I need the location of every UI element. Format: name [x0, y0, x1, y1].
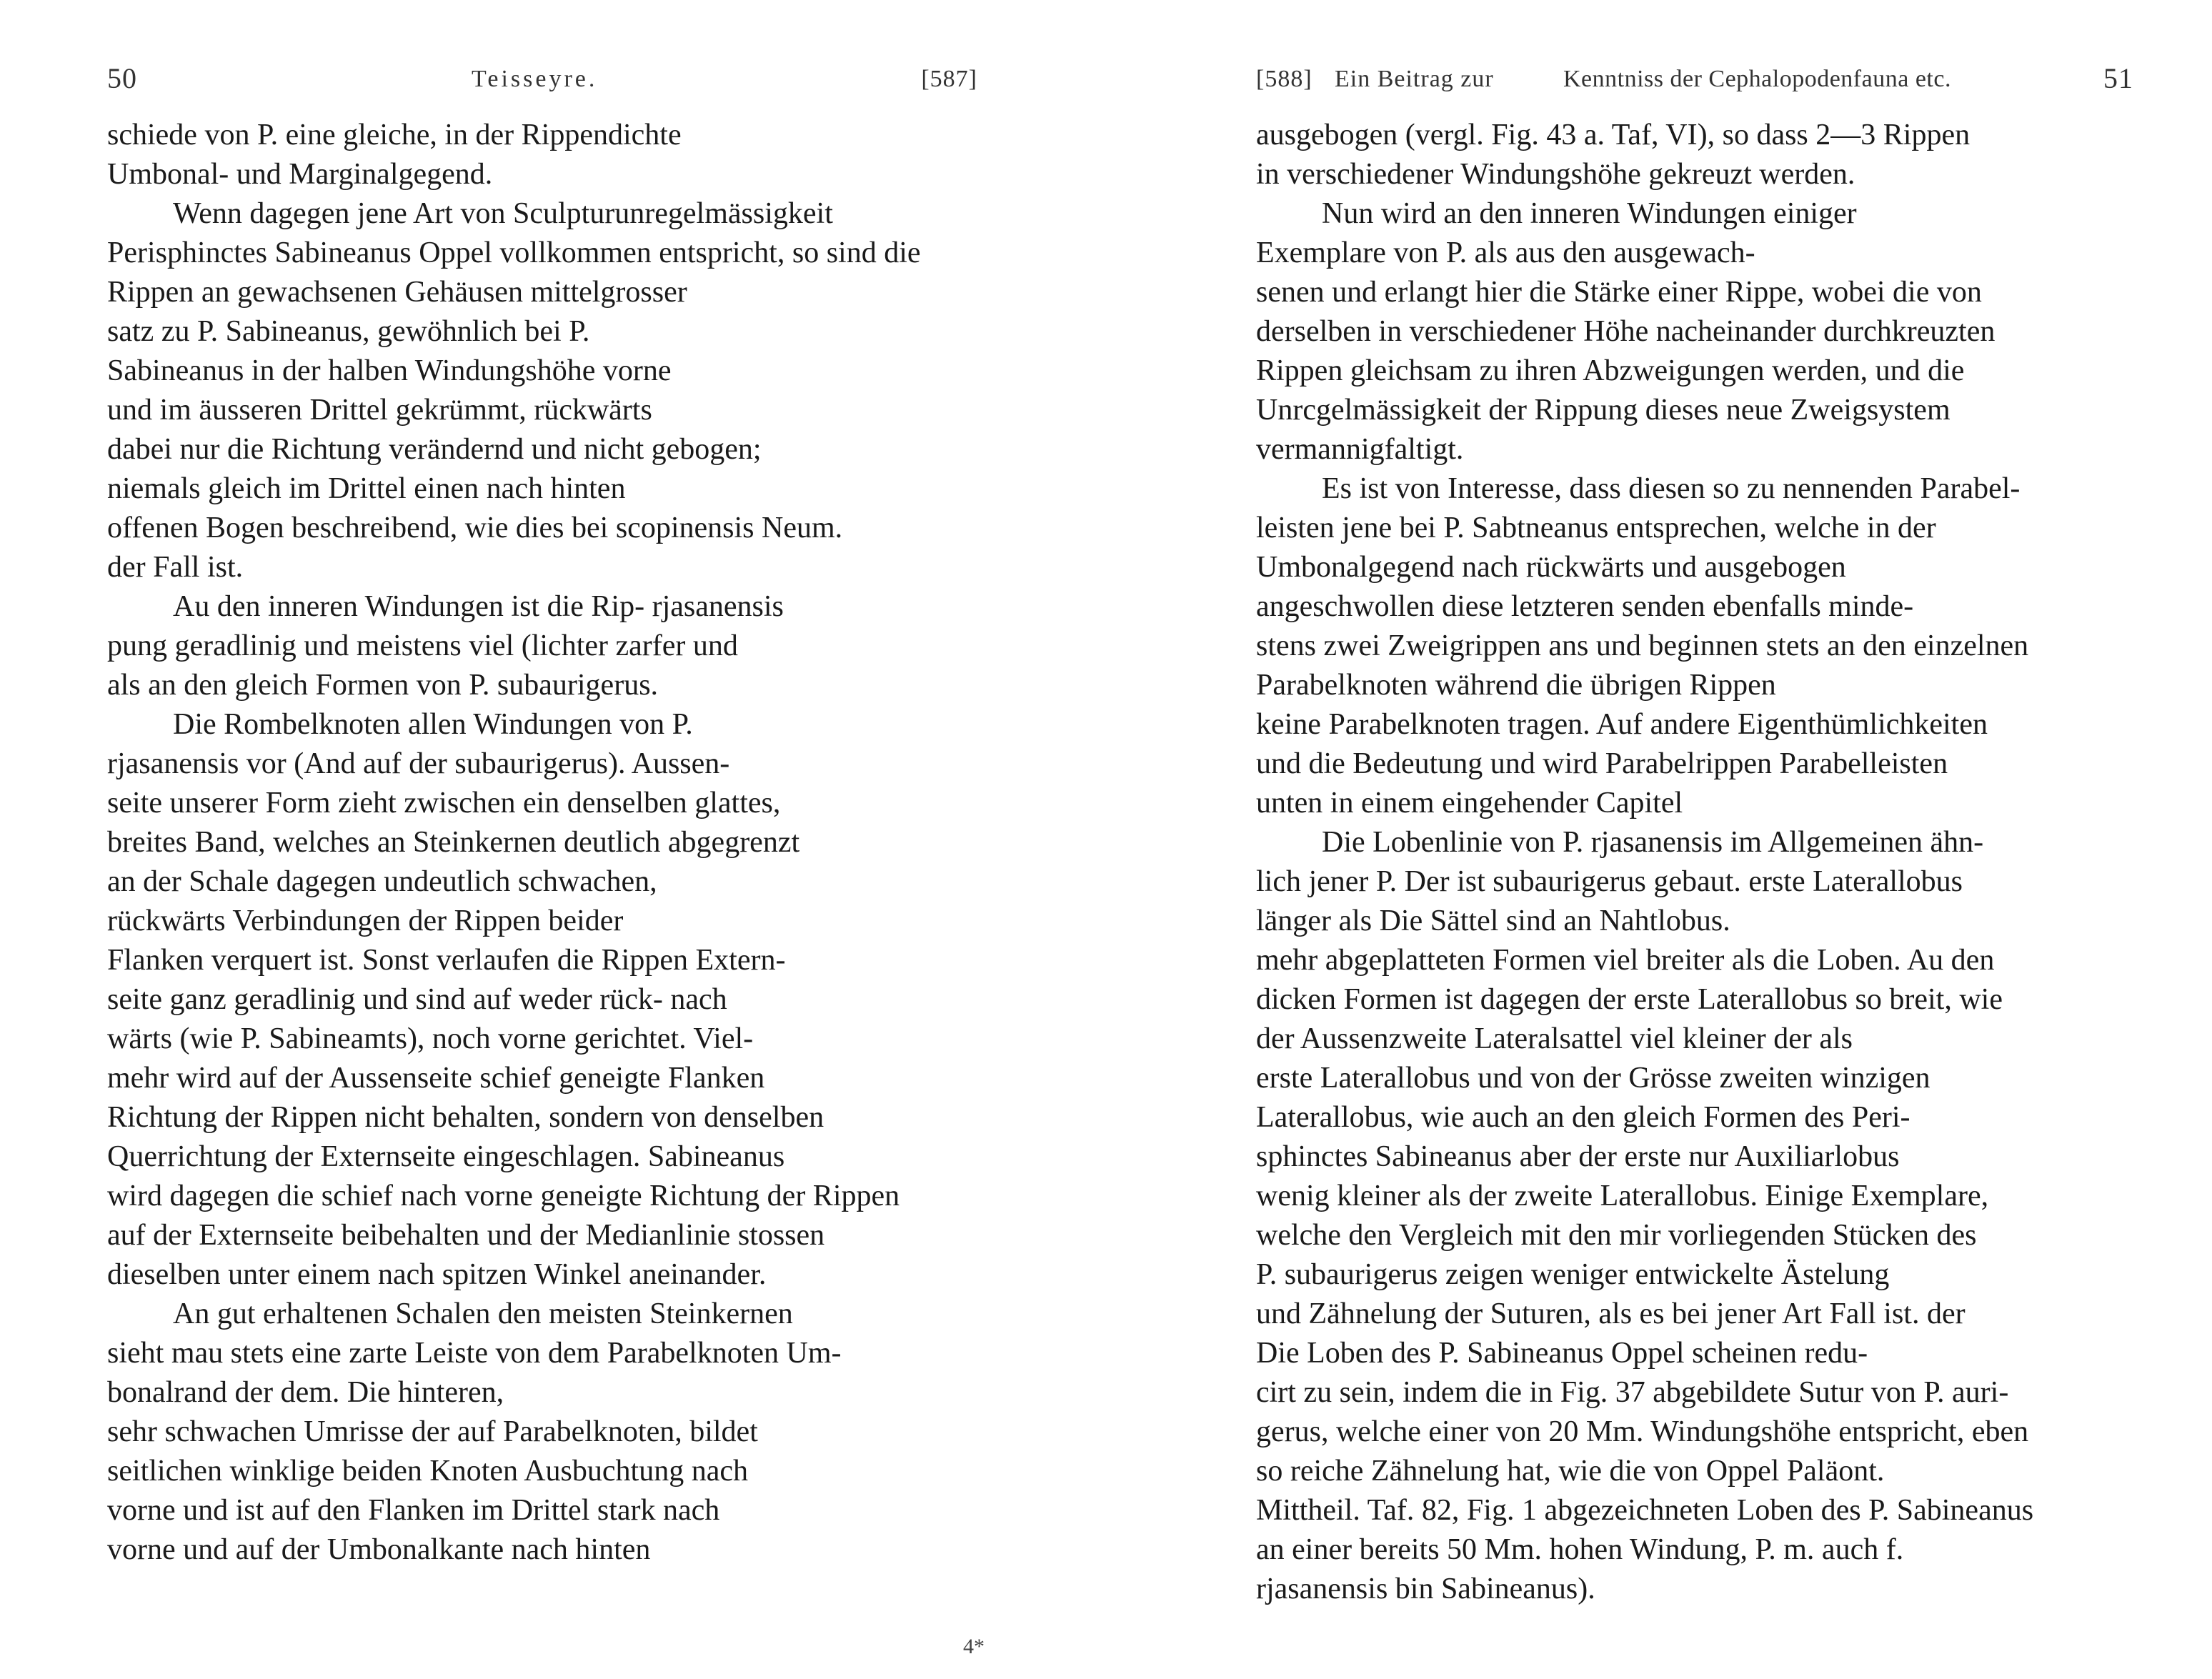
text-line: Wenn dagegen jene Art von Sculpturunregelmässigkeit [173, 197, 833, 230]
bracket-page-ref: [587] [921, 66, 977, 92]
right-page-header [1256, 62, 2133, 101]
page-number: 50 [107, 62, 137, 94]
text-line: niemals gleich im Drittel einen nach hinten [107, 472, 626, 505]
text-line: auf der Externseite beibehalten und der Medianlinie stossen [107, 1219, 825, 1252]
text-line: rjasanensis bin Sabineanus). [1256, 1573, 1595, 1605]
text-line: rückwärts Verbindungen der Rippen beider [107, 905, 624, 937]
text-line: erste Laterallobus und von der Grösse zweiten winzigen [1256, 1062, 1930, 1095]
text-line: Laterallobus, wie auch an den gleich Formen des Peri- [1256, 1101, 1910, 1134]
text-line: Rippen an gewachsenen Gehäusen mittelgrosser [107, 276, 687, 309]
text-line: cirt zu sein, indem die in Fig. 37 abgebildete Sutur von P. auri- [1256, 1376, 2009, 1409]
running-head-author: Teisseyre. [472, 66, 598, 92]
text-line: wird dagegen die schief nach vorne geneigte Richtung der Rippen [107, 1180, 900, 1212]
text-line: gerus, welche einer von 20 Mm. Windungshöhe entspricht, eben [1256, 1415, 2029, 1448]
text-line: angeschwollen diese letzteren senden ebenfalls minde- [1256, 590, 1914, 623]
text-line: und Zähnelung der Suturen, als es bei jener Art Fall ist. der [1256, 1297, 1966, 1330]
text-line: und im äusseren Drittel gekrümmt, rückwärts [107, 394, 652, 427]
text-line: Rippen gleichsam zu ihren Abzweigungen werden, und die [1256, 354, 1965, 387]
text-line: offenen Bogen beschreibend, wie dies bei scopinensis Neum. [107, 512, 843, 544]
left-page-body [107, 116, 986, 1570]
text-line: länger als Die Sättel sind an Nahtlobus. [1256, 905, 1730, 937]
signature-mark: 4* [963, 1635, 985, 1658]
text-line: Umbonalgegend nach rückwärts und ausgebogen [1256, 551, 1846, 584]
text-line: rjasanensis vor (And auf der subaurigerus). Aussen- [107, 747, 730, 780]
text-line: vorne und ist auf den Flanken im Drittel stark nach [107, 1494, 720, 1527]
text-line: Unrcgelmässigkeit der Rippung dieses neue Zweigsystem [1256, 394, 1951, 427]
running-head-title-part1: Ein Beitrag zur [1335, 66, 1494, 92]
text-line: stens zwei Zweigrippen ans und beginnen stets an den einzelnen [1256, 629, 2029, 662]
running-head-title-part2: Kenntniss der Cephalopodenfauna etc. [1563, 66, 1951, 92]
text-line: seite unserer Form zieht zwischen ein denselben glattes, [107, 787, 781, 819]
text-line: wenig kleiner als der zweite Laterallobus. Einige Exemplare, [1256, 1180, 1989, 1212]
text-line: so reiche Zähnelung hat, wie die von Oppel Paläont. [1256, 1455, 1885, 1488]
text-line: Perisphinctes Sabineanus Oppel vollkommen entspricht, so sind die [107, 236, 921, 269]
text-line: Richtung der Rippen nicht behalten, sondern von denselben [107, 1101, 824, 1134]
text-line: unten in einem eingehender Capitel [1256, 787, 1683, 819]
text-line: an der Schale dagegen undeutlich schwachen, [107, 865, 657, 898]
right-page [1106, 0, 2212, 1679]
text-line: Umbonal- und Marginalgegend. [107, 158, 493, 191]
text-line: seitlichen winklige beiden Knoten Ausbuchtung nach [107, 1455, 748, 1488]
text-line: P. subaurigerus zeigen weniger entwickelte Ästelung [1256, 1258, 1890, 1291]
text-line: vorne und auf der Umbonalkante nach hinten [107, 1533, 651, 1566]
text-line: sphinctes Sabineanus aber der erste nur Auxiliarlobus [1256, 1140, 1900, 1173]
text-line: als an den gleich Formen von P. subaurigerus. [107, 669, 659, 702]
text-line: breites Band, welches an Steinkernen deutlich abgegrenzt [107, 826, 800, 859]
text-line: Flanken verquert ist. Sonst verlaufen die Rippen Extern- [107, 944, 786, 977]
bracket-page-ref: [588] [1256, 66, 1312, 92]
text-line: Parabelknoten während die übrigen Rippen [1256, 669, 1776, 702]
text-line: derselben in verschiedener Höhe nacheinander durchkreuzten [1256, 315, 1996, 348]
text-line: Die Loben des P. Sabineanus Oppel scheinen redu- [1256, 1337, 1868, 1370]
text-line: Mittheil. Taf. 82, Fig. 1 abgezeichneten Loben des P. Sabineanus [1256, 1494, 2034, 1527]
text-line: senen und erlangt hier die Stärke einer Rippe, wobei die von [1256, 276, 1982, 309]
text-line: dicken Formen ist dagegen der erste Laterallobus so breit, wie [1256, 983, 2003, 1016]
page-number: 51 [2103, 62, 2133, 94]
text-line: Querrichtung der Externseite eingeschlagen. Sabineanus [107, 1140, 785, 1173]
text-line: der Fall ist. [107, 551, 244, 584]
left-page-header [107, 62, 977, 101]
text-line: ausgebogen (vergl. Fig. 43 a. Taf, VI), so dass 2—3 Rippen [1256, 119, 1971, 151]
text-line: mehr wird auf der Aussenseite schief geneigte Flanken [107, 1062, 765, 1095]
text-line: dabei nur die Richtung verändernd und nicht gebogen; [107, 433, 762, 466]
text-line: bonalrand der dem. Die hinteren, [107, 1376, 504, 1409]
text-line: schiede von P. eine gleiche, in der Rippendichte [107, 119, 682, 151]
text-line: welche den Vergleich mit den mir vorliegenden Stücken des [1256, 1219, 1977, 1252]
text-line: Die Rombelknoten allen Windungen von P. [173, 708, 693, 741]
text-line: an einer bereits 50 Mm. hohen Windung, P. m. auch f. [1256, 1533, 1904, 1566]
text-line: seite ganz geradlinig und sind auf weder rück- nach [107, 983, 727, 1016]
text-line: Die Lobenlinie von P. rjasanensis im Allgemeinen ähn- [1322, 826, 1984, 859]
text-line: sehr schwachen Umrisse der auf Parabelknoten, bildet [107, 1415, 758, 1448]
text-line: satz zu P. Sabineanus, gewöhnlich bei P. [107, 315, 590, 348]
text-line: leisten jene bei P. Sabtneanus entsprechen, welche in der [1256, 512, 1936, 544]
text-line: Exemplare von P. als aus den ausgewach- [1256, 236, 1755, 269]
text-line: An gut erhaltenen Schalen den meisten Steinkernen [173, 1297, 793, 1330]
text-line: vermannigfaltigt. [1256, 433, 1464, 466]
text-line: mehr abgeplatteten Formen viel breiter als die Loben. Au den [1256, 944, 1995, 977]
text-line: und die Bedeutung und wird Parabelrippen Parabelleisten [1256, 747, 1948, 780]
text-line: Au den inneren Windungen ist die Rip- rjasanensis [173, 590, 784, 623]
text-line: dieselben unter einem nach spitzen Winkel aneinander. [107, 1258, 767, 1291]
text-line: keine Parabelknoten tragen. Auf andere Eigenthümlichkeiten [1256, 708, 1988, 741]
text-line: sieht mau stets eine zarte Leiste von dem Parabelknoten Um- [107, 1337, 842, 1370]
text-line: in verschiedener Windungshöhe gekreuzt werden. [1256, 158, 1855, 191]
text-line: Nun wird an den inneren Windungen einiger [1322, 197, 1857, 230]
text-line: der Aussenzweite Lateralsattel viel kleiner der als [1256, 1022, 1853, 1055]
text-line: Es ist von Interesse, dass diesen so zu nennenden Parabel- [1322, 472, 2021, 505]
text-line: wärts (wie P. Sabineamts), noch vorne gerichtet. Viel- [107, 1022, 754, 1055]
text-line: Sabineanus in der halben Windungshöhe vorne [107, 354, 672, 387]
right-page-body [1256, 116, 2135, 1609]
text-line: pung geradlinig und meistens viel (lichter zarfer und [107, 629, 738, 662]
text-line: lich jener P. Der ist subaurigerus gebaut. erste Laterallobus [1256, 865, 1963, 898]
